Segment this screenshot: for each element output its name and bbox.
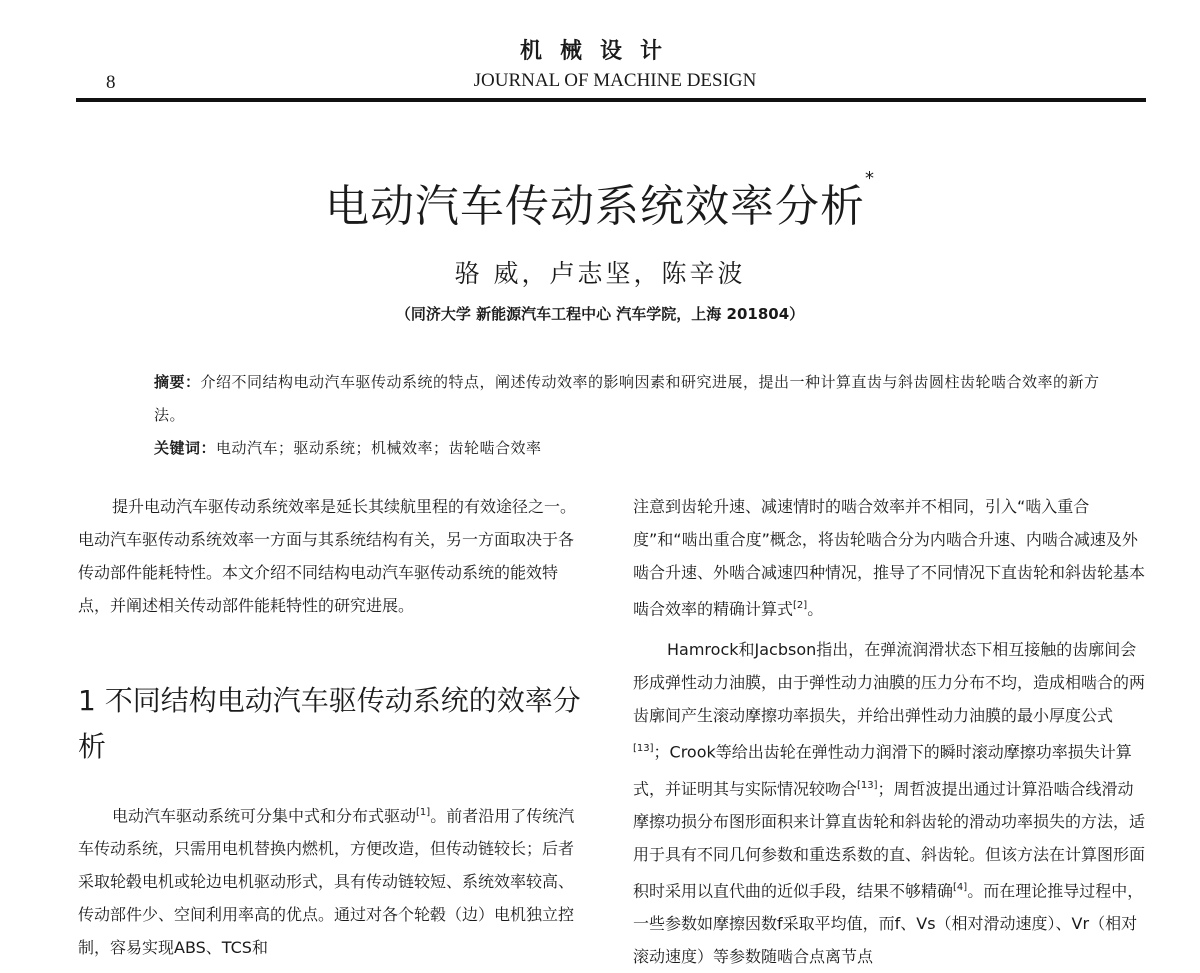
left-column-intro: [78, 490, 588, 622]
page-number: 8: [106, 72, 116, 93]
right-p2-d: 。而在理论推导过程中，一些参数如摩擦因数f采取平均值，而f、Vs（相对滑动速度）、Vr（相对滚动速度）等参数随啮合点离节点: [633, 881, 1144, 967]
citation: [4]: [953, 881, 968, 893]
right-paragraph-1: [633, 490, 1145, 625]
citation: [2]: [793, 600, 808, 611]
journal-title-cn: 机械设计: [519, 39, 680, 64]
keywords-label: 关键词：: [154, 439, 217, 457]
affiliation: （同济大学 新能源汽车工程中心 汽车学院，上海 201804）: [395, 305, 805, 323]
keywords: [114, 432, 1124, 465]
abstract: [114, 366, 1124, 432]
section-text-b: 。前者沿用了传统汽车传动系统，只需用电机替换内燃机，方便改造，但传动链较长；后者采取轮毂电机或轮边电机驱动形式，具有传动链较短、系统效率较高、传动部件少、空间利用率高的优点。通过对各个轮毂（边）电机独立控制，容易实现ABS、TCS和: [78, 806, 575, 958]
section-text-a: 电动汽车驱动系统可分集中式和分布式驱动: [112, 806, 417, 826]
citation: [1]: [416, 807, 431, 818]
paper-title-text: 电动汽车传动系统效率分析: [325, 181, 865, 232]
right-p1-end: 。: [807, 599, 824, 619]
left-column-section: [78, 796, 588, 964]
paper-title: [0, 170, 1200, 234]
citation: [13]: [633, 743, 654, 755]
journal-title-en: JOURNAL OF MACHINE DESIGN: [473, 70, 757, 91]
header-rule: [76, 98, 1146, 102]
citation: [13]: [857, 779, 878, 791]
section-heading: 1 不同结构电动汽车驱传动系统的效率分析: [78, 684, 581, 763]
right-p1-text: 注意到齿轮升速、减速情时的啮合效率并不相同，引入“啮入重合度”和“啮出重合度”概念，将齿轮啮合分为内啮合升速、内啮合减速及外啮合升速、外啮合减速四种情况，推导了不同情况下直齿轮和斜齿轮基本啮合效率的精确计算式: [633, 497, 1146, 619]
abstract-block: [114, 366, 1124, 465]
right-p2-c: ；周哲波提出通过计算沿啮合线滑动摩擦功损分布图形面积来计算直齿轮和斜齿轮的滑动功率损失的方法，适用于具有不同几何参数和重迭系数的直、斜齿轮。但该方法在计算图形面积时采用以直代曲的近似手段，结果不够精确: [633, 778, 1146, 901]
intro-paragraph: 提升电动汽车驱传动系统效率是延长其续航里程的有效途径之一。电动汽车驱传动系统效率一方面与其系统结构有关，另一方面取决于各传动部件能耗特性。本文介绍不同结构电动汽车驱传动系统的能效特点，并阐述相关传动部件能耗特性的研究进展。: [78, 497, 577, 615]
right-paragraph-2: [633, 633, 1145, 973]
right-p2-a: Hamrock和Jacbson指出，在弹流润滑状态下相互接触的齿廓间会形成弹性动力油膜，由于弹性动力油膜的压力分布不均，造成相啮合的两齿廓间产生滚动摩擦功率损失，并给出弹性动力油膜的最小厚度公式: [633, 640, 1146, 726]
authors: 骆 威，卢志坚，陈辛波: [454, 259, 746, 288]
right-column: [633, 490, 1145, 973]
abstract-label: 摘要：: [154, 373, 201, 391]
keywords-text: 电动汽车；驱动系统；机械效率；齿轮啮合效率: [216, 439, 542, 457]
title-footnote-mark: *: [865, 168, 875, 189]
abstract-text: 介绍不同结构电动汽车驱传动系统的特点，阐述传动效率的影响因素和研究进展，提出一种计算直齿与斜齿圆柱齿轮啮合效率的新方法。: [154, 373, 1100, 424]
section-paragraph: [78, 796, 588, 964]
right-p2-b: ；Crook等给出齿轮在弹性动力润滑下的瞬时滚动摩擦功率损失计算式，并证明其与实际情况较吻合: [633, 742, 1132, 798]
